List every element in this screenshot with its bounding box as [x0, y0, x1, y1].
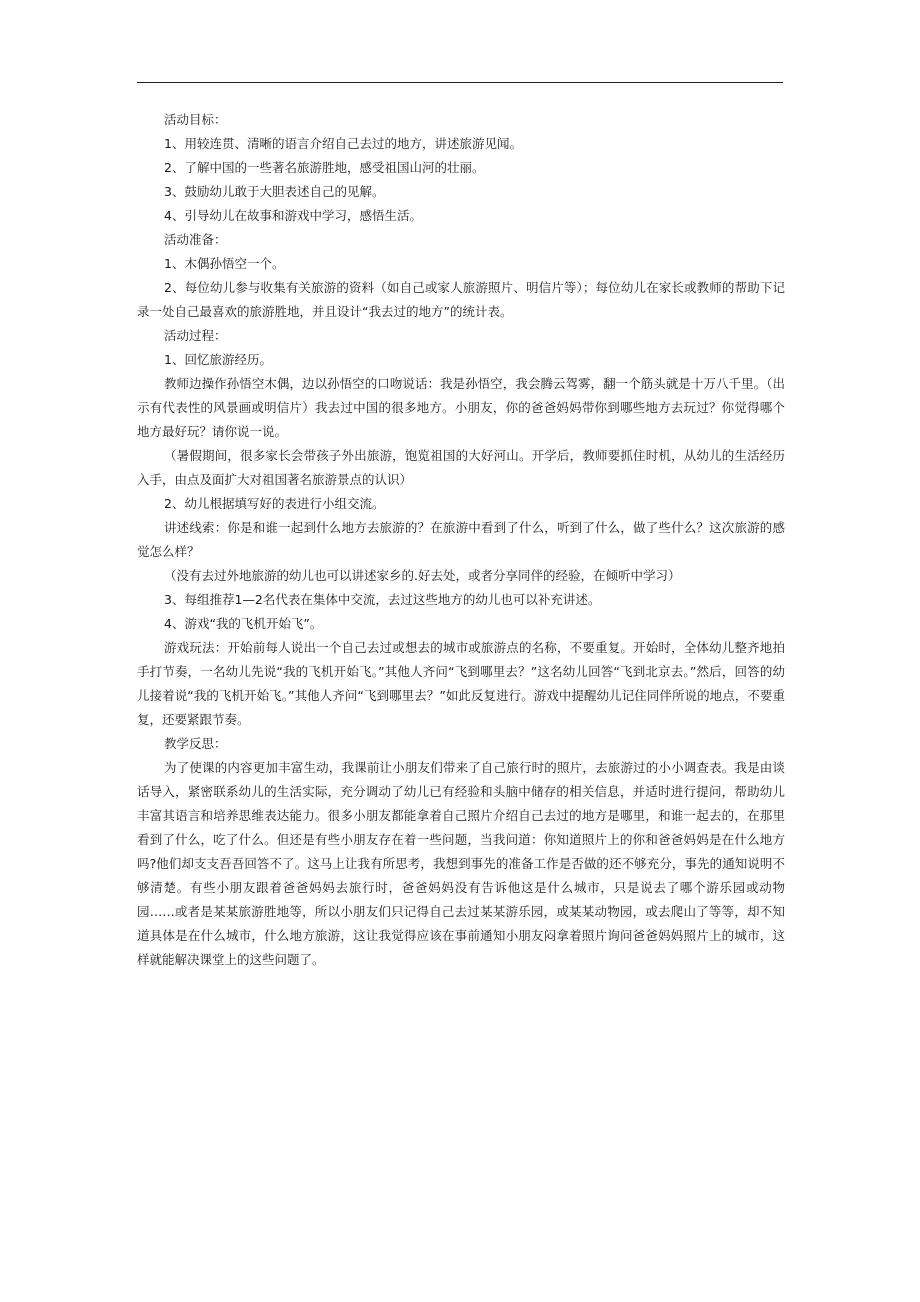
process-step-4: 4、游戏“我的飞机开始飞”。: [164, 616, 323, 631]
prep-item-2: 2、每位幼儿参与收集有关旅游的资料（如自己或家人旅游照片、明信片等）；每位幼儿在家长或教师的帮助下记录一处自己最喜欢的旅游胜地，并且设计“我去过的地方”的统计表。: [137, 280, 785, 319]
reflection-paragraph: 为了使课的内容更加丰富生动，我课前让小朋友们带来了自己旅行时的照片，去旅游过的小小调查表。我是由谈话导入，紧密联系幼儿的生活实际，充分调动了幼儿已有经验和头脑中储存的相关信息，并适时进行提问，帮助幼儿丰富其语言和培养思维表达能力。很多小朋友都能拿着自己照片介绍自己去过的地方是哪里，和谁一起去的，在那里看到了什么，吃了什么。但还是有些小朋友存在着一些问题，当我问道：你知道照片上的你和爸爸妈妈是在什么地方吗?他们却支支吾吾回答不了。这马上让我有所思考，我想到事先的准备工作是否做的还不够充分，事先的通知说明不够清楚。有些小朋友跟着爸爸妈妈去旅行时，爸爸妈妈没有告诉他这是什么城市，只是说去了哪个游乐园或动物园……或者是某某旅游胜地等，所以小朋友们只记得自己去过某某游乐园，或某某动物园，或去爬山了等等，却不知道具体是在什么城市，什么地方旅游，这让我觉得应该在事前通知小朋友闷拿着照片询问爸爸妈妈照片上的城市，这样就能解决课堂上的这些问题了。: [137, 760, 785, 967]
heading-goals: 活动目标：: [164, 112, 227, 127]
header-rule: [137, 82, 783, 83]
process-step-1: 1、回忆旅游经历。: [164, 352, 272, 367]
document-body: [137, 108, 785, 972]
heading-reflection: 教学反思：: [164, 736, 227, 751]
goal-item-3: 3、鼓励幼儿敢于大胆表述自己的见解。: [164, 184, 385, 199]
heading-process: 活动过程：: [164, 328, 227, 343]
heading-preparation: 活动准备：: [164, 232, 227, 247]
process-paragraph: 游戏玩法：开始前每人说出一个自己去过或想去的城市或旅游点的名称，不要重复。开始时，全体幼儿整齐地拍手打节奏，一名幼儿先说“我的飞机开始飞。”其他人齐问“飞到哪里去？”这名幼儿回答“飞到北京去。”然后，回答的幼儿接着说“我的飞机开始飞。”其他人齐问“飞到哪里去？”如此反复进行。游戏中提醒幼儿记住同伴所说的地点，不要重复，还要紧跟节奏。: [137, 640, 785, 727]
process-paragraph: 讲述线索：你是和谁一起到什么地方去旅游的？在旅游中看到了什么，听到了什么，做了些什么？这次旅游的感觉怎么样？: [137, 520, 785, 559]
prep-item-1: 1、木偶孙悟空一个。: [164, 256, 285, 271]
goal-item-1: 1、用较连贯、清晰的语言介绍自己去过的地方，讲述旅游见闻。: [164, 136, 522, 151]
process-step-3: 3、每组推荐1—2名代表在集体中交流，去过这些地方的幼儿也可以补充讲述。: [164, 592, 601, 607]
goal-item-4: 4、引导幼儿在故事和游戏中学习，感悟生活。: [164, 208, 422, 223]
process-note: （没有去过外地旅游的幼儿也可以讲述家乡的.好去处，或者分享同伴的经验，在倾听中学习）: [164, 568, 681, 583]
process-note: （暑假期间，很多家长会带孩子外出旅游，饱览祖国的大好河山。开学后，教师要抓住时机，从幼儿的生活经历入手，由点及面扩大对祖国著名旅游景点的认识）: [137, 448, 785, 487]
goal-item-2: 2、了解中国的一些著名旅游胜地，感受祖国山河的壮丽。: [164, 160, 485, 175]
process-paragraph: 教师边操作孙悟空木偶，边以孙悟空的口吻说话：我是孙悟空，我会腾云驾雾，翻一个筋头就是十万八千里。（出示有代表性的风景画或明信片）我去过中国的很多地方。小朋友，你的爸爸妈妈带你到哪些地方去玩过？你觉得哪个地方最好玩？请你说一说。: [137, 376, 785, 439]
process-step-2: 2、幼儿根据填写好的表进行小组交流。: [164, 496, 385, 511]
